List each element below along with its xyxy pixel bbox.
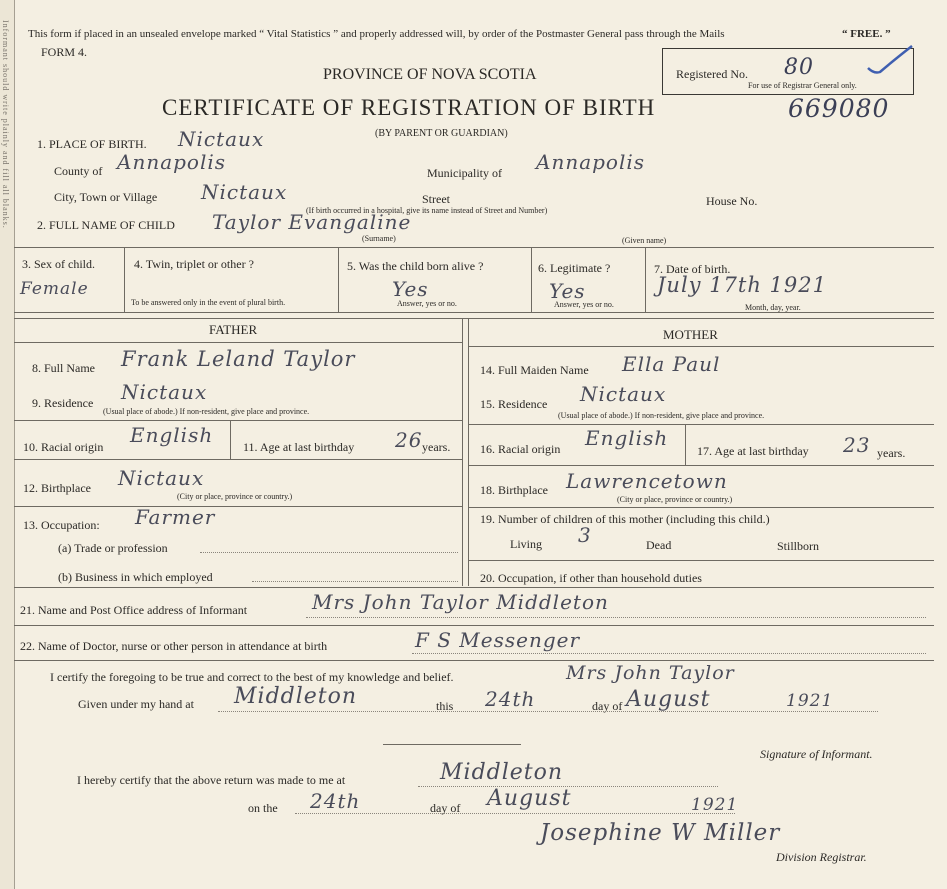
parents-divider-2 xyxy=(468,318,469,586)
doctor-label: 22. Name of Doctor, nurse or other person in attendance at birth xyxy=(20,639,328,653)
twin-label: 4. Twin, triplet or other ? xyxy=(134,257,254,271)
legitimate-value: Yes xyxy=(549,279,586,303)
certificate-number: 669080 xyxy=(788,94,890,123)
given-year: 1921 xyxy=(786,691,834,711)
mother-age-label: 17. Age at last birthday xyxy=(697,444,809,458)
divider-2 xyxy=(338,247,339,312)
father-trade-label: (a) Trade or profession xyxy=(58,541,168,555)
rule-doctor-top xyxy=(14,625,934,626)
alive-note: Answer, yes or no. xyxy=(397,299,457,308)
certify-statement: I certify the foregoing to be true and correct to the best of my knowledge and belief. xyxy=(50,670,454,684)
registrar-month: August xyxy=(487,786,572,811)
sidebar-instruction: Informant should write plainly and fill all blanks. xyxy=(1,20,10,229)
father-residence-note: (Usual place of abode.) If non-resident, give place and province. xyxy=(103,407,310,416)
left-margin-strip xyxy=(0,0,15,889)
registrar-statement: I hereby certify that the above return was made to me at xyxy=(77,773,346,787)
division-registrar-label: Division Registrar. xyxy=(776,850,867,864)
city-label: City, Town or Village xyxy=(54,190,158,204)
child-name-label: 2. FULL NAME OF CHILD xyxy=(37,218,175,232)
sex-value: Female xyxy=(20,279,89,299)
rule-mother-children-top xyxy=(469,507,934,508)
father-birthplace-label: 12. Birthplace xyxy=(23,481,91,495)
registrar-date-line xyxy=(295,813,735,814)
rule-father-origin-top xyxy=(14,420,463,421)
house-number-label: House No. xyxy=(706,194,758,208)
postal-notice-free: “ FREE. ” xyxy=(842,28,891,40)
mother-residence-value: Nictaux xyxy=(580,382,667,406)
county-label: County of xyxy=(54,164,103,178)
registered-label: Registered No. xyxy=(676,67,748,81)
rule-father-birthplace-top xyxy=(14,459,463,460)
business-line xyxy=(252,581,458,582)
given-this-label: this xyxy=(436,699,454,713)
alive-label: 5. Was the child born alive ? xyxy=(347,259,484,273)
father-age-label: 11. Age at last birthday xyxy=(243,440,355,454)
father-occupation-value: Farmer xyxy=(135,505,216,529)
given-line xyxy=(218,711,878,712)
given-place: Middleton xyxy=(234,684,358,709)
surname-note: (Surname) xyxy=(362,234,396,243)
province-heading: PROVINCE OF NOVA SCOTIA xyxy=(323,66,537,83)
twin-note: To be answered only in the event of plural birth. xyxy=(131,298,286,307)
stillborn-label: Stillborn xyxy=(777,539,820,553)
certificate-subtitle: (BY PARENT OR GUARDIAN) xyxy=(375,128,508,139)
registered-note: For use of Registrar General only. xyxy=(748,81,857,90)
registrar-signature: Josephine W Miller xyxy=(540,820,781,846)
rule-mother-occupation-top xyxy=(469,560,934,561)
given-day-of-label: day of xyxy=(592,699,623,713)
county-value: Annapolis xyxy=(117,150,227,174)
legitimate-label: 6. Legitimate ? xyxy=(538,261,611,275)
municipality-value: Annapolis xyxy=(536,150,646,174)
registrar-day: 24th xyxy=(310,789,361,813)
mother-age-divider xyxy=(685,424,686,465)
rule-mother-origin-top xyxy=(469,424,934,425)
rule-mother-birthplace-top xyxy=(469,465,934,466)
father-age-value: 26 xyxy=(395,428,423,452)
informant-signature: Mrs John Taylor xyxy=(566,662,735,684)
given-month: August xyxy=(626,687,711,712)
signature-rule xyxy=(383,744,521,745)
father-origin-value: English xyxy=(130,423,214,447)
sex-label: 3. Sex of child. xyxy=(22,257,95,271)
children-label: 19. Number of children of this mother (including this child.) xyxy=(480,512,770,526)
father-birthplace-value: Nictaux xyxy=(118,466,205,490)
mother-residence-label: 15. Residence xyxy=(480,397,548,411)
rule-father-heading xyxy=(14,342,463,343)
registrar-year: 1921 xyxy=(691,795,739,815)
father-business-label: (b) Business in which employed xyxy=(58,570,213,584)
dob-label: 7. Date of birth. xyxy=(654,262,731,276)
place-of-birth-value: Nictaux xyxy=(178,127,265,151)
municipality-label: Municipality of xyxy=(427,166,502,180)
city-value: Nictaux xyxy=(201,180,288,204)
given-name-note: (Given name) xyxy=(622,236,667,245)
father-name-label: 8. Full Name xyxy=(32,361,95,375)
mother-birthplace-note: (City or place, province or country.) xyxy=(617,495,733,504)
living-value: 3 xyxy=(578,523,592,547)
certificate-title: CERTIFICATE OF REGISTRATION OF BIRTH xyxy=(162,95,656,120)
registrar-day-of-label: day of xyxy=(430,801,461,815)
divider-3 xyxy=(531,247,532,312)
mother-occupation-label: 20. Occupation, if other than household duties xyxy=(480,571,702,585)
father-residence-value: Nictaux xyxy=(121,380,208,404)
doctor-value: F S Messenger xyxy=(415,628,581,652)
father-name-value: Frank Leland Taylor xyxy=(121,347,356,371)
mother-name-value: Ella Paul xyxy=(622,352,721,376)
street-label: Street xyxy=(422,192,450,206)
rule-mother-heading xyxy=(469,346,934,347)
rule-top-row xyxy=(14,247,934,248)
informant-value: Mrs John Taylor Middleton xyxy=(312,590,609,614)
living-label: Living xyxy=(510,537,542,551)
parents-divider xyxy=(462,318,463,586)
child-name-value: Taylor Evangaline xyxy=(212,210,412,234)
given-label: Given under my hand at xyxy=(78,697,194,711)
father-residence-label: 9. Residence xyxy=(32,396,94,410)
rule-certify-top xyxy=(14,660,934,661)
check-mark-icon xyxy=(864,42,916,78)
rule-father-occupation-top xyxy=(14,506,463,507)
divider-4 xyxy=(645,247,646,312)
mother-birthplace-label: 18. Birthplace xyxy=(480,483,548,497)
registrar-place: Middleton xyxy=(440,760,564,785)
form-number: FORM 4. xyxy=(41,45,88,59)
father-birthplace-note: (City or place, province or country.) xyxy=(177,492,293,501)
mother-origin-value: English xyxy=(585,426,669,450)
rule-bottom-row xyxy=(14,312,934,313)
mother-age-unit: years. xyxy=(877,446,906,460)
mother-heading: MOTHER xyxy=(663,327,718,342)
divider-1 xyxy=(124,247,125,312)
informant-label: 21. Name and Post Office address of Informant xyxy=(20,603,248,617)
registered-number: 80 xyxy=(784,55,814,80)
father-age-divider xyxy=(230,420,231,459)
trade-line xyxy=(200,552,458,553)
mother-age-value: 23 xyxy=(843,433,871,457)
father-age-unit: years. xyxy=(422,440,451,454)
father-heading: FATHER xyxy=(209,322,258,337)
father-origin-label: 10. Racial origin xyxy=(23,440,104,454)
alive-value: Yes xyxy=(392,277,429,301)
signature-of-informant-label: Signature of Informant. xyxy=(760,747,873,761)
mother-name-label: 14. Full Maiden Name xyxy=(480,363,589,377)
doctor-line xyxy=(412,653,926,654)
dob-note: Month, day, year. xyxy=(745,303,801,312)
given-day: 24th xyxy=(485,687,536,711)
mother-birthplace-value: Lawrencetown xyxy=(566,469,728,493)
legitimate-note: Answer, yes or no. xyxy=(554,300,614,309)
informant-line xyxy=(306,617,926,618)
street-note: (If birth occurred in a hospital, give its name instead of Street and Number) xyxy=(306,206,548,215)
dead-label: Dead xyxy=(646,538,672,552)
rule-informant-top xyxy=(14,587,934,588)
registrar-on-label: on the xyxy=(248,801,278,815)
mother-origin-label: 16. Racial origin xyxy=(480,442,561,456)
mother-residence-note: (Usual place of abode.) If non-resident, give place and province. xyxy=(558,411,765,420)
postal-notice: This form if placed in an unsealed envelope marked “ Vital Statistics ” and properly addressed will, by order of the Postmaster General pass through the Mails xyxy=(28,28,725,40)
rule-parents-top xyxy=(14,318,934,319)
place-of-birth-label: 1. PLACE OF BIRTH. xyxy=(37,137,147,151)
dob-value: July 17th 1921 xyxy=(657,273,828,297)
father-occupation-label: 13. Occupation: xyxy=(23,518,100,532)
